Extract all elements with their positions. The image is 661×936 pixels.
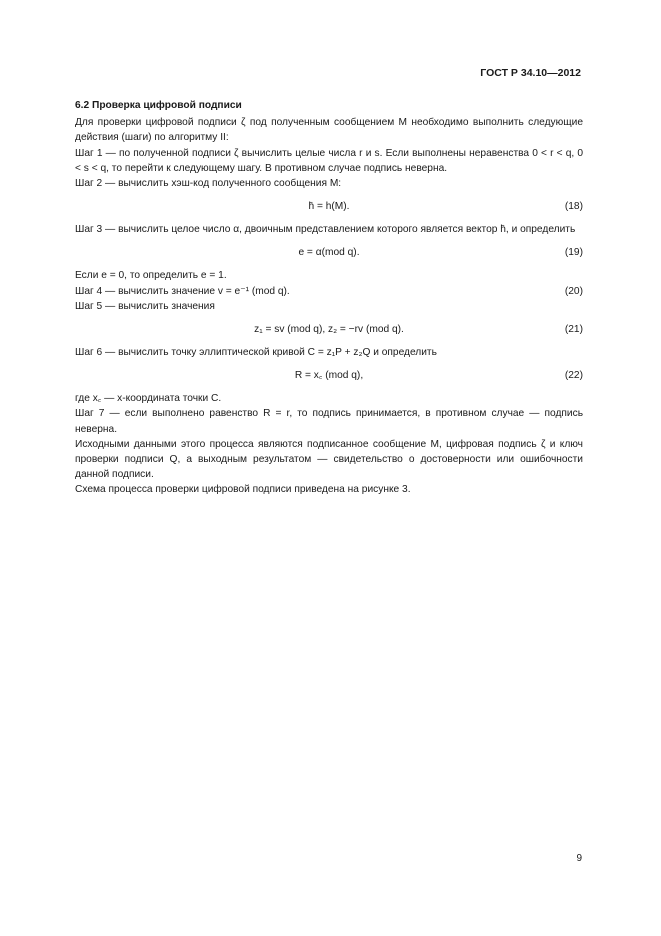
paragraph-step2: Шаг 2 — вычислить хэш-код полученного сообщения M:: [75, 178, 342, 190]
equation-19-number: (19): [564, 247, 583, 259]
equation-19: [75, 245, 583, 260]
equation-21-formula: z₁ = sv (mod q), z₂ = −rv (mod q).: [254, 324, 404, 336]
equation-18-number: (18): [564, 201, 583, 213]
equation-18-formula: h̄ = h(M).: [308, 201, 350, 213]
paragraph-step7: Шаг 7 — если выполнено равенство R = r, то подпись принимается, в противном случае — подпись неверна.: [75, 408, 583, 435]
paragraph-scheme: Схема процесса проверки цифровой подписи приведена на рисунке 3.: [75, 484, 411, 496]
equation-18: [75, 199, 583, 214]
paragraph-intro: Для проверки цифровой подписи ζ под полученным сообщением M необходимо выполнить следующие действия (шаги) по алгоритму II:: [75, 117, 583, 144]
paragraph-step6: Шаг 6 — вычислить точку эллиптической кривой C = z₁P + z₂Q и определить: [75, 347, 437, 359]
step4-row: [75, 284, 583, 299]
equation-22-number: (22): [564, 370, 583, 382]
paragraph-where-xc: где x꜀ — x-координата точки C.: [75, 393, 222, 405]
document-body: [75, 98, 583, 498]
paragraph-inputs: Исходными данными этого процесса являются подписанное сообщение M, цифровая подпись ζ и ключ проверки подписи Q, а выходным результатом — свидетельство о достоверности или ошибочности данной подписи.: [75, 438, 583, 481]
equation-22: [75, 368, 583, 383]
equation-21-number: (21): [564, 324, 583, 336]
equation-22-formula: R = x꜀ (mod q),: [294, 370, 364, 382]
equation-19-formula: e = α(mod q).: [298, 247, 360, 259]
page-number: 9: [576, 853, 582, 864]
section-heading: 6.2 Проверка цифровой подписи: [75, 100, 242, 111]
equation-20-number: (20): [564, 285, 583, 297]
paragraph-if-e: Если e = 0, то определить e = 1.: [75, 270, 227, 282]
document-header-id: ГОСТ Р 34.10—2012: [480, 67, 581, 79]
paragraph-step4: Шаг 4 — вычислить значение v = e⁻¹ (mod q).: [75, 285, 290, 297]
paragraph-step3: Шаг 3 — вычислить целое число α, двоичным представлением которого является вектор h̄, и определить: [75, 224, 576, 236]
equation-21: [75, 322, 583, 337]
paragraph-step1: Шаг 1 — по полученной подписи ζ вычислить целые числа r и s. Если выполнены неравенства 0 < r < q, 0 < s < q, то перейти к следующему шагу. В противном случае подпись неверна.: [75, 147, 583, 174]
paragraph-step5: Шаг 5 — вычислить значения: [75, 300, 215, 312]
